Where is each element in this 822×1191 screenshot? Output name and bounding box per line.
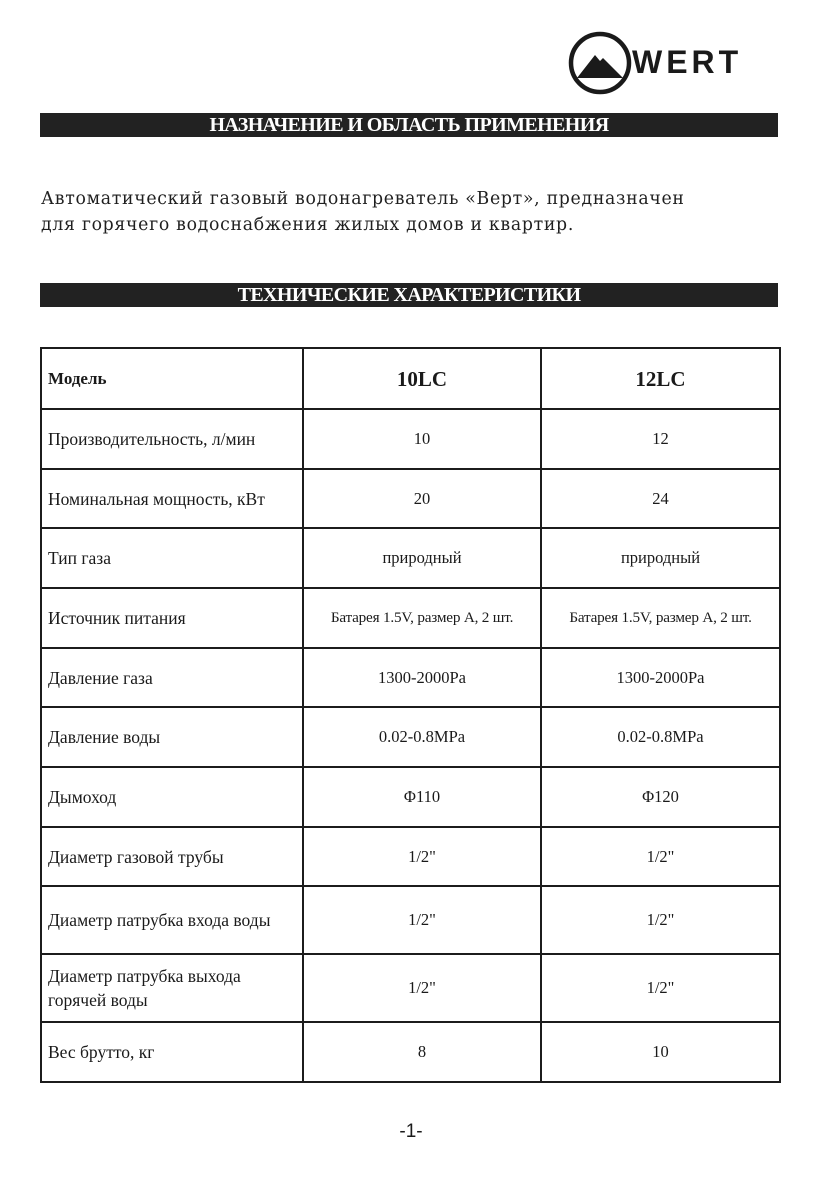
wert-logo	[568, 31, 788, 95]
row-value-10lc: 1/2"	[303, 827, 541, 886]
row-value-10lc: 1/2"	[303, 954, 541, 1022]
table-row	[41, 528, 780, 588]
row-label: Диаметр патрубка выхода горячей воды	[41, 954, 303, 1022]
row-value-12lc: 1/2"	[541, 827, 780, 886]
row-label: Номинальная мощность, кВт	[41, 469, 303, 528]
table-row	[41, 954, 780, 1022]
table-row	[41, 588, 780, 648]
row-label: Давление воды	[41, 707, 303, 767]
row-value-10lc: Φ110	[303, 767, 541, 827]
brand-wordmark: WERT	[632, 44, 743, 80]
intro-line-2: для горячего водоснабжения жилых домов и квартир.	[41, 215, 575, 235]
model-label: Модель	[41, 348, 303, 409]
row-value-12lc: 12	[541, 409, 780, 469]
table-row	[41, 707, 780, 767]
table-row	[41, 827, 780, 886]
table-row	[41, 648, 780, 707]
row-value-10lc: 8	[303, 1022, 541, 1082]
section-heading-specs: ТЕХНИЧЕСКИЕ ХАРАКТЕРИСТИКИ	[40, 283, 778, 307]
table-header-row	[41, 348, 780, 409]
model-12lc: 12LC	[541, 348, 780, 409]
row-value-12lc: Φ120	[541, 767, 780, 827]
table-row	[41, 409, 780, 469]
row-value-10lc: 0.02-0.8MPa	[303, 707, 541, 767]
row-value-10lc: природный	[303, 528, 541, 588]
row-value-12lc: Батарея 1.5V, размер А, 2 шт.	[541, 588, 780, 648]
row-value-12lc: 1300-2000Pa	[541, 648, 780, 707]
row-value-10lc: 1300-2000Pa	[303, 648, 541, 707]
row-value-10lc: Батарея 1.5V, размер А, 2 шт.	[303, 588, 541, 648]
row-value-10lc: 1/2"	[303, 886, 541, 954]
page-number: -1-	[399, 1121, 423, 1142]
specs-table	[40, 347, 781, 1083]
row-label: Диаметр газовой трубы	[41, 827, 303, 886]
row-value-12lc: природный	[541, 528, 780, 588]
row-value-12lc: 1/2"	[541, 886, 780, 954]
row-value-12lc: 24	[541, 469, 780, 528]
mountain-peak-icon	[577, 55, 623, 78]
intro-paragraph	[41, 186, 781, 238]
row-value-10lc: 20	[303, 469, 541, 528]
row-label: Тип газа	[41, 528, 303, 588]
row-value-12lc: 10	[541, 1022, 780, 1082]
intro-line-1: Автоматический газовый водонагреватель «Верт», предназначен	[41, 189, 685, 209]
table-row	[41, 767, 780, 827]
row-label: Дымоход	[41, 767, 303, 827]
table-row	[41, 469, 780, 528]
row-value-12lc: 1/2"	[541, 954, 780, 1022]
table-row	[41, 1022, 780, 1082]
row-value-10lc: 10	[303, 409, 541, 469]
table-row	[41, 886, 780, 954]
row-label: Вес брутто, кг	[41, 1022, 303, 1082]
row-label: Производительность, л/мин	[41, 409, 303, 469]
model-10lc: 10LC	[303, 348, 541, 409]
row-label: Источник питания	[41, 588, 303, 648]
section-heading-purpose: НАЗНАЧЕНИЕ И ОБЛАСТЬ ПРИМЕНЕНИЯ	[40, 113, 778, 137]
row-value-12lc: 0.02-0.8MPa	[541, 707, 780, 767]
row-label: Диаметр патрубка входа воды	[41, 886, 303, 954]
row-label: Давление газа	[41, 648, 303, 707]
